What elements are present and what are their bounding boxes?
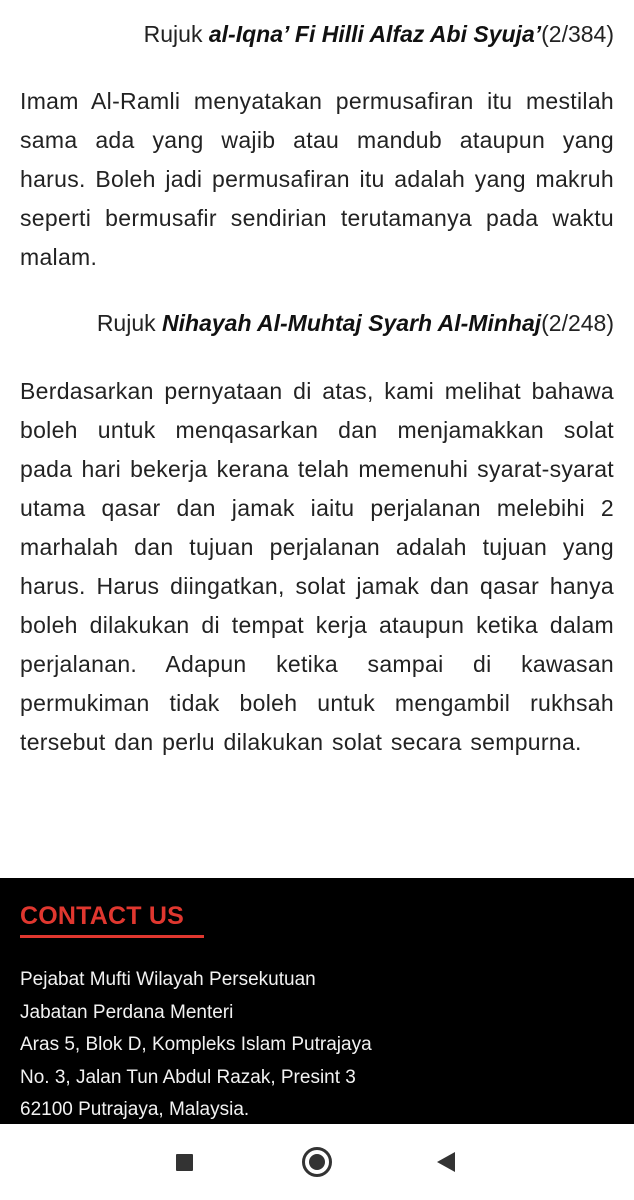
paragraph: Imam Al-Ramli menyatakan permusafiran itu mestilah sama ada yang wajib atau mandub ataupun yang harus. Boleh jadi permusafiran itu adalah yang makruh seperti bermusafir sendirian terutamanya pada waktu malam. <box>20 88 614 270</box>
back-triangle-icon[interactable] <box>437 1152 455 1172</box>
contact-address <box>20 964 372 1127</box>
reference-line <box>20 0 614 50</box>
contact-title: CONTACT US <box>20 902 185 930</box>
reference-pages: (2/248) <box>541 310 614 336</box>
paragraph: Berdasarkan pernyataan di atas, kami melihat bahawa boleh untuk menqasarkan dan menjamakkan solat pada hari bekerja kerana telah memenuhi syarat-syarat utama qasar dan jamak iaitu perjalanan melebihi 2 marhalah dan tujuan perjalanan adalah tujuan yang harus. Harus diingatkan, solat jamak dan qasar hanya boleh dilakukan di tempat kerja ataupun ketika dalam perjalanan. Adapun ketika sampai di kawasan permukiman tidak boleh untuk mengambil rukhsah tersebut dan perlu dilakukan solat secara sempurna. <box>20 378 614 755</box>
address-line: 62100 Putrajaya, Malaysia. <box>20 1099 250 1120</box>
contact-title-underline <box>20 935 204 938</box>
reference-prefix: Rujuk <box>143 21 209 47</box>
address-line: Aras 5, Blok D, Kompleks Islam Putrajaya <box>20 1034 372 1055</box>
reference-pages: (2/384) <box>541 21 614 47</box>
contact-footer <box>0 878 634 1124</box>
reference-line <box>20 307 614 339</box>
reference-title: Nihayah Al-Muhtaj Syarh Al-Minhaj <box>162 310 542 336</box>
address-line: Jabatan Perdana Menteri <box>20 1001 234 1023</box>
reference-title: al-Iqna’ Fi Hilli Alfaz Abi Syuja’ <box>208 21 542 47</box>
reference-prefix: Rujuk <box>96 310 163 336</box>
address-line: Pejabat Mufti Wilayah Persekutuan <box>20 969 316 990</box>
system-navigation-bar <box>0 1124 634 1200</box>
home-circle-icon[interactable] <box>302 1147 332 1177</box>
recents-square-icon[interactable] <box>176 1154 193 1171</box>
address-line: No. 3, Jalan Tun Abdul Razak, Presint 3 <box>20 1066 356 1088</box>
